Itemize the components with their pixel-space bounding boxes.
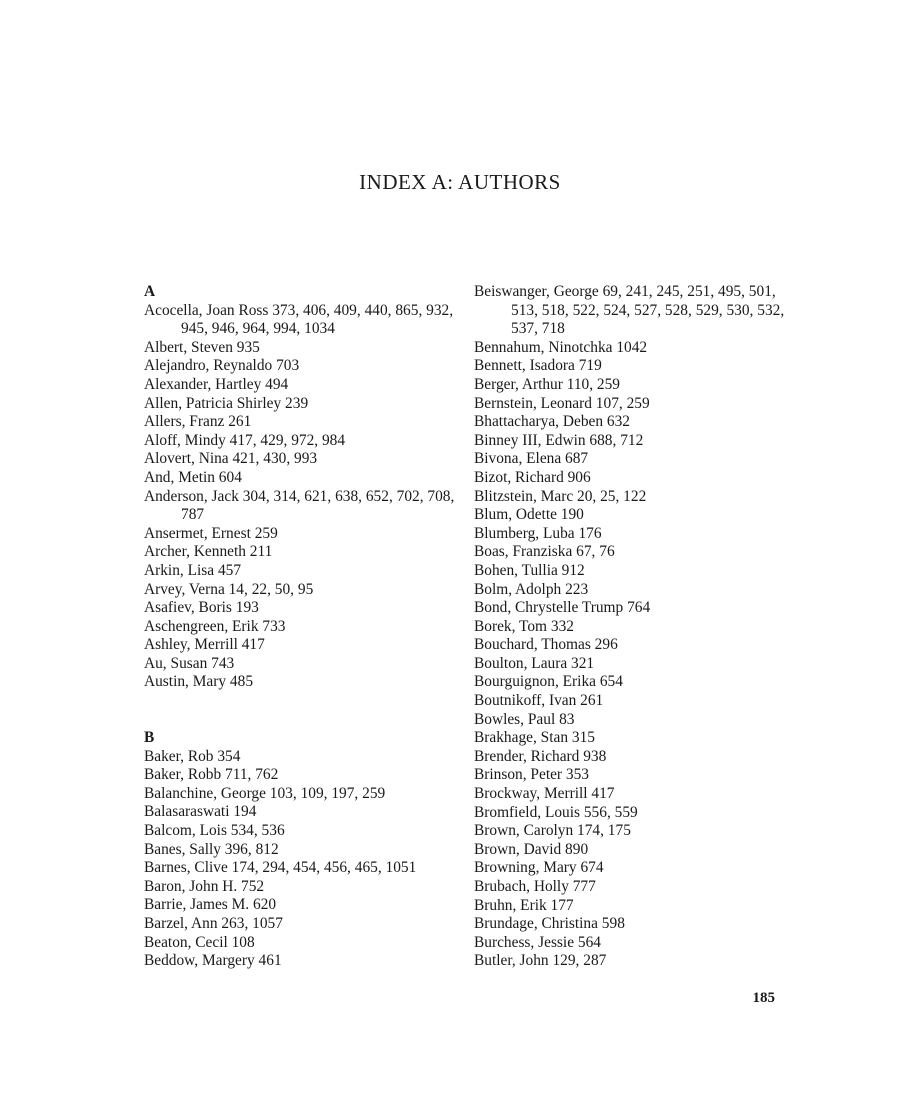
index-entry: Balasaraswati 194 [144,803,257,821]
index-entry: Brakhage, Stan 315 [474,729,595,747]
index-entry: Au, Susan 743 [144,654,235,672]
index-entry: Bohen, Tullia 912 [474,561,585,579]
index-entry: Baron, John H. 752 [144,877,265,895]
page-title: INDEX A: AUTHORS [359,170,561,194]
index-entry: Asafiev, Boris 193 [144,599,259,617]
index-entry: Binney III, Edwin 688, 712 [474,431,644,449]
index-entry: Barrie, James M. 620 [144,896,277,914]
index-entry: Archer, Kenneth 211 [144,543,273,561]
index-entry: Butler, John 129, 287 [474,952,607,970]
index-entry: Baker, Robb 711, 762 [144,766,279,784]
index-entry: Bizot, Richard 906 [474,468,591,486]
index-entry: Bourguignon, Erika 654 [474,673,623,691]
index-entry: Brown, Carolyn 174, 175 [474,822,631,840]
index-entry: Brinson, Peter 353 [474,766,589,784]
index-entry: Allen, Patricia Shirley 239 [144,394,309,412]
index-entry: Borek, Tom 332 [474,617,574,635]
page-number: 185 [752,990,775,1006]
index-entry: Brundage, Christina 598 [474,915,625,933]
index-entry: Blum, Odette 190 [474,506,584,524]
index-entry: Banes, Sally 396, 812 [144,840,279,858]
index-entry: Arkin, Lisa 457 [144,561,242,579]
index-entry: Beaton, Cecil 108 [144,933,255,951]
index-entry: Brubach, Holly 777 [474,878,596,895]
index-entry: Bennahum, Ninotchka 1042 [474,338,648,356]
index-entry: Boulton, Laura 321 [474,654,595,672]
section-divider [144,692,459,729]
index-entry: Barnes, Clive 174, 294, 454, 456, 465, 1051 [144,859,417,877]
index-entry: Allers, Franz 261 [144,413,252,431]
index-entry: Bond, Chrystelle Trump 764 [474,599,651,617]
index-entry: Bolm, Adolph 223 [474,580,589,598]
index-entry: Balcom, Lois 534, 536 [144,822,285,840]
index-entry: Bivona, Elena 687 [474,450,589,468]
index-entry: Arvey, Verna 14, 22, 50, 95 [144,580,314,598]
index-entry: Anderson, Jack 304, 314, 621, 638, 652, 702, 708, 787 [144,487,455,524]
index-entry: Blitzstein, Marc 20, 25, 122 [474,487,647,505]
index-entry: Bouchard, Thomas 296 [474,636,618,654]
index-entry: Acocella, Joan Ross 373, 406, 409, 440, 865, 932, 945, 946, 964, 994, 1034 [144,301,454,338]
index-entry: Boutnikoff, Ivan 261 [474,692,604,710]
index-entry: Beddow, Margery 461 [144,952,282,970]
index-column-right [474,283,794,971]
index-entry: Aloff, Mindy 417, 429, 972, 984 [144,431,346,449]
index-entry: Alovert, Nina 421, 430, 993 [144,450,318,468]
index-entry: And, Metin 604 [144,468,242,486]
index-entry: Austin, Mary 485 [144,673,254,691]
section-b-entries [144,748,459,971]
index-entry: Burchess, Jessie 564 [474,933,601,951]
index-entry: Ansermet, Ernest 259 [144,524,278,542]
index-entry: Balanchine, George 103, 109, 197, 259 [144,784,386,802]
section-letter-a: A [144,283,156,300]
index-entry: Bhattacharya, Deben 632 [474,413,630,431]
index-entry: Brockway, Merrill 417 [474,785,615,803]
index-entry: Bromfield, Louis 556, 559 [474,803,638,821]
index-entry: Brown, David 890 [474,840,589,858]
index-entry: Bennett, Isadora 719 [474,357,602,375]
index-entry: Brender, Richard 938 [474,747,607,765]
index-entry: Browning, Mary 674 [474,859,604,877]
index-entry: Blumberg, Luba 176 [474,524,602,542]
index-entry: Bowles, Paul 83 [474,710,575,728]
index-entry: Beiswanger, George 69, 241, 245, 251, 495, 501, 513, 518, 522, 524, 527, 528, 529, 530, 532, 537, 718 [474,283,785,338]
section-a-entries [144,302,459,692]
index-entry: Aschengreen, Erik 733 [144,617,286,635]
index-column-left [144,283,459,971]
index-entry: Alexander, Hartley 494 [144,375,289,393]
index-entry: Barzel, Ann 263, 1057 [144,915,283,932]
index-entry: Boas, Franziska 67, 76 [474,543,615,561]
index-entry: Ashley, Merrill 417 [144,636,265,654]
section-letter-b: B [144,729,155,747]
section-b-continued-entries [474,283,794,971]
index-entry: Bernstein, Leonard 107, 259 [474,394,650,412]
index-entry: Bruhn, Erik 177 [474,896,574,914]
index-entry: Baker, Rob 354 [144,747,241,765]
index-entry: Albert, Steven 935 [144,338,260,356]
index-entry: Alejandro, Reynaldo 703 [144,357,300,375]
index-entry: Berger, Arthur 110, 259 [474,375,620,393]
